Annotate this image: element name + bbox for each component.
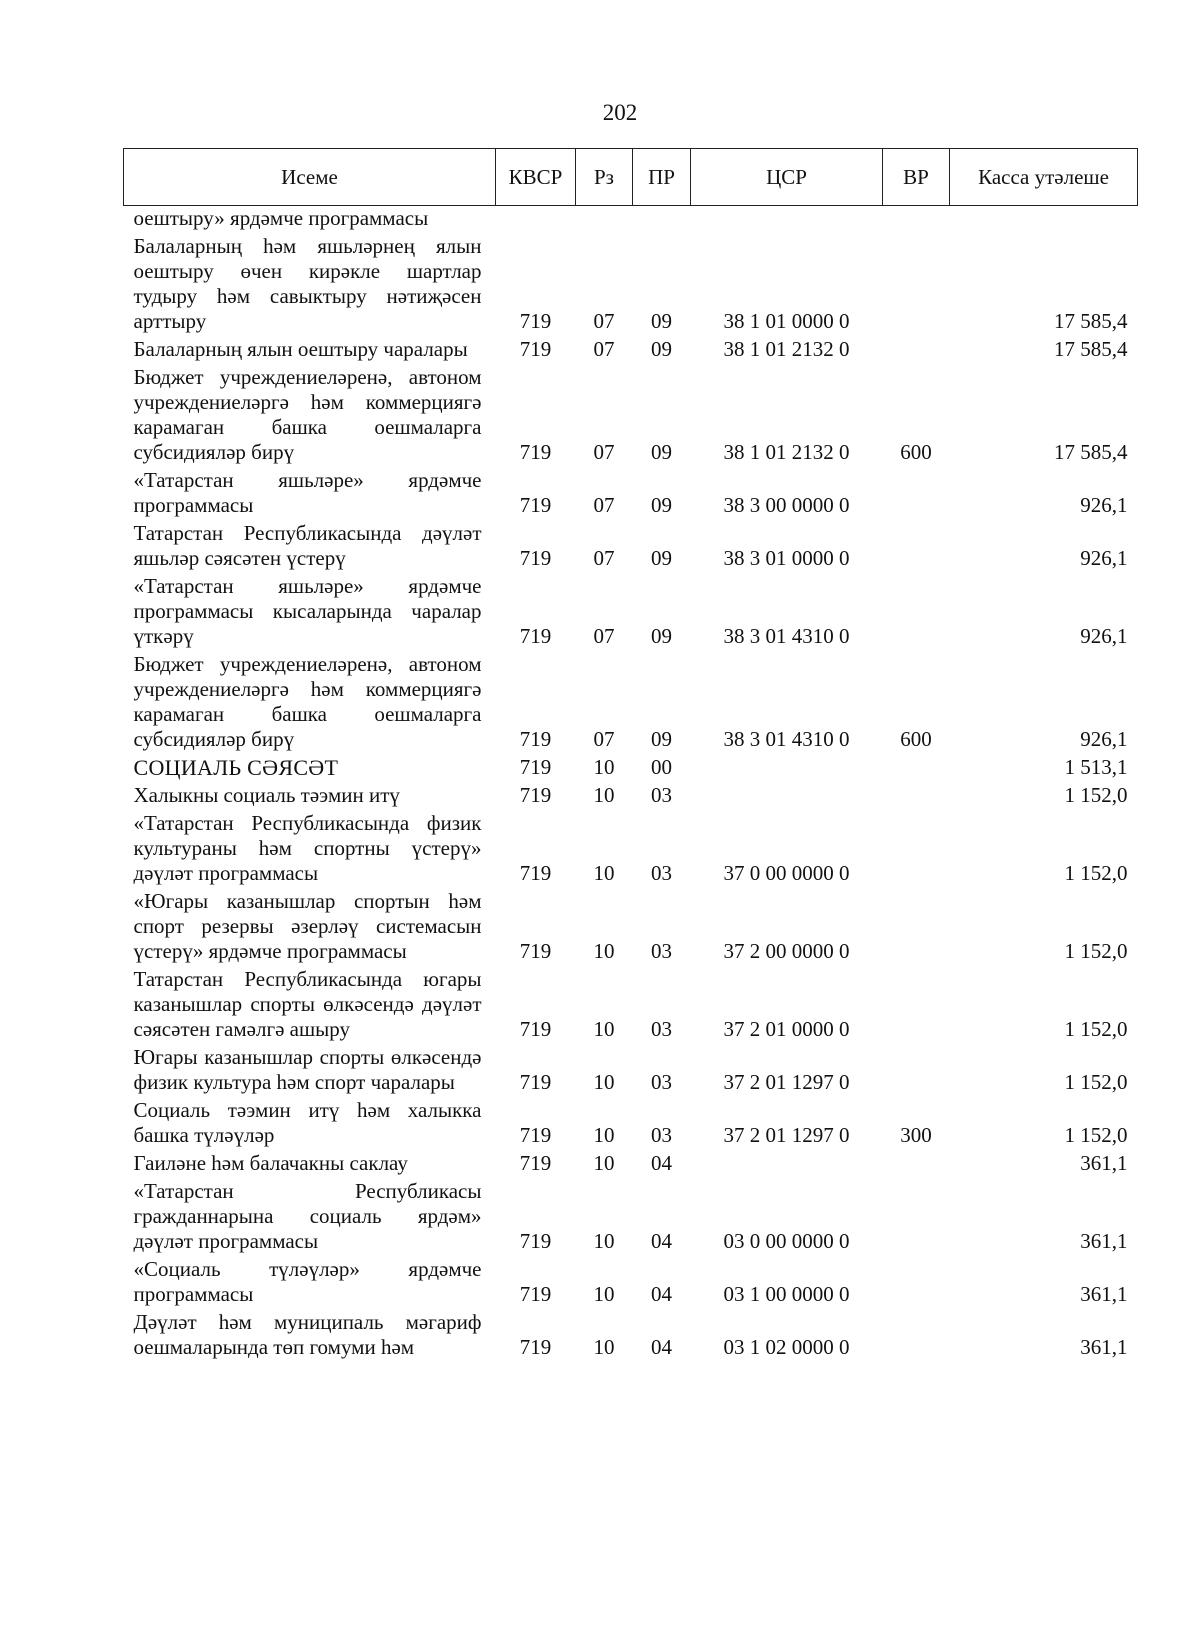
table-row (124, 231, 1138, 334)
row-rz: 10 (593, 1070, 615, 1094)
row-vr (883, 334, 950, 362)
row-rz: 10 (593, 939, 615, 963)
header-vr: ВР (883, 149, 950, 206)
row-vr (883, 780, 950, 808)
row-csr: 38 1 01 2132 0 (723, 440, 850, 464)
row-name: Социаль тәэмин итү һәм халыкка башка түләүләр (133, 1098, 482, 1147)
row-pr: 04 (651, 1335, 672, 1359)
table-row (124, 752, 1138, 780)
row-rz: 10 (593, 1151, 615, 1175)
table-row (124, 334, 1138, 362)
row-vr (883, 1042, 950, 1095)
row-kvsr: 719 (519, 546, 552, 570)
header-csr: ЦСР (691, 149, 883, 206)
row-vr (883, 571, 950, 649)
row-sum: 926,1 (1080, 546, 1128, 570)
table-row (124, 1148, 1138, 1176)
row-sum: 17 585,4 (1054, 309, 1128, 333)
row-rz: 07 (593, 546, 615, 570)
row-vr (883, 231, 950, 334)
row-rz: 10 (593, 755, 615, 779)
row-vr (883, 808, 950, 886)
row-sum: 926,1 (1080, 727, 1128, 751)
row-csr (691, 780, 883, 808)
row-pr: 03 (651, 1017, 672, 1041)
row-rz: 07 (593, 727, 615, 751)
row-name: СОЦИАЛЬ СӘЯСӘТ (133, 755, 339, 780)
row-kvsr: 719 (519, 1282, 552, 1306)
row-csr: 37 2 01 0000 0 (723, 1017, 850, 1041)
row-csr: 38 3 01 0000 0 (723, 546, 850, 570)
row-sum: 1 152,0 (1064, 1070, 1128, 1094)
row-rz: 07 (593, 440, 615, 464)
row-csr (691, 752, 883, 780)
row-name: оештыру» ярдәмче программасы (133, 206, 429, 230)
table-row (124, 1254, 1138, 1307)
row-csr: 03 1 00 0000 0 (723, 1282, 850, 1306)
row-vr: 600 (900, 440, 932, 464)
row-kvsr: 719 (519, 727, 552, 751)
row-sum: 926,1 (1080, 624, 1128, 648)
row-csr (691, 206, 883, 232)
header-rz: Рз (576, 149, 633, 206)
row-rz: 10 (593, 1123, 615, 1147)
row-vr: 600 (900, 727, 932, 751)
row-pr: 09 (651, 624, 672, 648)
row-pr: 03 (651, 939, 672, 963)
row-rz: 07 (593, 337, 615, 361)
row-name: «Татарстан яшьләре» ярдәмче программасы (133, 468, 482, 517)
table-row (124, 362, 1138, 465)
table-row (124, 649, 1138, 752)
row-csr: 37 2 01 1297 0 (723, 1070, 850, 1094)
table-row (124, 886, 1138, 964)
row-sum: 17 585,4 (1054, 337, 1128, 361)
row-vr (883, 518, 950, 571)
row-kvsr: 719 (519, 1151, 552, 1175)
table-body (124, 206, 1138, 1361)
row-rz: 10 (593, 1229, 615, 1253)
row-name: «Татарстан Республикасында физик культураны һәм спортны үстерү» дәүләт программасы (133, 811, 482, 885)
row-kvsr: 719 (519, 493, 552, 517)
header-kvsr: КВСР (496, 149, 576, 206)
row-name: Бюджет учреждениеләренә, автоном учреждениеләргә һәм коммерциягә карамаган башка оешмаларга субсидияләр бирү (133, 652, 482, 751)
row-sum: 361,1 (1080, 1151, 1128, 1175)
row-vr (883, 886, 950, 964)
row-kvsr: 719 (519, 337, 552, 361)
row-sum: 1 152,0 (1064, 783, 1128, 807)
table-row (124, 1042, 1138, 1095)
header-name: Исеме (124, 149, 496, 206)
row-sum: 1 513,1 (1064, 755, 1128, 779)
row-rz: 10 (593, 783, 615, 807)
row-pr (633, 206, 691, 232)
row-kvsr: 719 (519, 1123, 552, 1147)
row-vr (883, 964, 950, 1042)
row-name: Татарстан Республикасында югары казанышлар спорты өлкәсендә дәүләт сәясәтен гамәлгә ашыру (133, 967, 482, 1041)
header-pr: ПР (633, 149, 691, 206)
row-name: Дәүләт һәм муниципаль мәгариф оешмаларында төп гомуми һәм (133, 1310, 482, 1359)
row-name: «Татарстан Республикасы гражданнарына социаль ярдәм» дәүләт программасы (133, 1179, 482, 1253)
row-csr: 38 3 01 4310 0 (723, 624, 850, 648)
row-csr: 37 0 00 0000 0 (723, 861, 850, 885)
row-kvsr: 719 (519, 1229, 552, 1253)
row-csr: 03 1 02 0000 0 (723, 1335, 850, 1359)
table-header (124, 149, 1138, 206)
row-kvsr: 719 (519, 440, 552, 464)
row-rz: 10 (593, 861, 615, 885)
row-csr: 37 2 00 0000 0 (723, 939, 850, 963)
row-rz: 10 (593, 1282, 615, 1306)
page-number: 202 (602, 100, 638, 125)
row-csr: 38 3 00 0000 0 (723, 493, 850, 517)
table-row (124, 206, 1138, 232)
table-row (124, 571, 1138, 649)
row-name: «Татарстан яшьләре» ярдәмче программасы кысаларында чаралар үткәрү (133, 574, 482, 648)
row-pr: 03 (651, 1070, 672, 1094)
row-vr (883, 752, 950, 780)
table-row (124, 1095, 1138, 1148)
row-name: «Югары казанышлар спортын һәм спорт резервы әзерләү системасын үстерү» ярдәмче программасы (133, 889, 482, 963)
row-kvsr: 719 (519, 755, 552, 779)
row-name: Югары казанышлар спорты өлкәсендә физик культура һәм спорт чаралары (133, 1045, 482, 1094)
row-vr (883, 1176, 950, 1254)
row-pr: 09 (651, 546, 672, 570)
row-pr: 03 (651, 1123, 672, 1147)
table-row (124, 1176, 1138, 1254)
row-sum: 1 152,0 (1064, 1123, 1128, 1147)
row-rz: 10 (593, 1017, 615, 1041)
row-kvsr: 719 (519, 624, 552, 648)
row-sum: 361,1 (1080, 1335, 1128, 1359)
table-row (124, 518, 1138, 571)
row-rz (576, 206, 633, 232)
row-kvsr: 719 (519, 1070, 552, 1094)
row-vr (883, 1307, 950, 1360)
row-vr (883, 1254, 950, 1307)
row-sum: 1 152,0 (1064, 939, 1128, 963)
row-kvsr: 719 (519, 783, 552, 807)
row-pr: 09 (651, 309, 672, 333)
table-row (124, 465, 1138, 518)
budget-table (123, 148, 1138, 1360)
row-vr (883, 206, 950, 232)
row-pr: 03 (651, 861, 672, 885)
row-rz: 07 (593, 493, 615, 517)
row-sum: 17 585,4 (1054, 440, 1128, 464)
row-pr: 04 (651, 1282, 672, 1306)
row-name: Гаиләне һәм балачакны саклау (133, 1151, 408, 1175)
row-csr: 03 0 00 0000 0 (723, 1229, 850, 1253)
row-pr: 09 (651, 440, 672, 464)
row-vr (883, 1148, 950, 1176)
table-row (124, 1307, 1138, 1360)
row-sum: 1 152,0 (1064, 861, 1128, 885)
row-name: Татарстан Республикасында дәүләт яшьләр сәясәтен үстерү (133, 521, 482, 570)
row-csr: 38 1 01 0000 0 (723, 309, 850, 333)
row-pr: 00 (651, 755, 672, 779)
row-pr: 04 (651, 1229, 672, 1253)
row-kvsr (496, 206, 576, 232)
table-row (124, 808, 1138, 886)
row-name: Балаларның ялын оештыру чаралары (133, 337, 468, 361)
row-pr: 09 (651, 727, 672, 751)
row-name: Халыкны социаль тәэмин итү (133, 783, 400, 807)
row-name: Балаларның һәм яшьләрнең ялын оештыру өчен кирәкле шартлар тудыру һәм савыктыру нәтиҗәсен арттыру (133, 234, 482, 333)
row-kvsr: 719 (519, 939, 552, 963)
header-sum: Касса утәлеше (950, 149, 1138, 206)
row-kvsr: 719 (519, 1335, 552, 1359)
row-pr: 04 (651, 1151, 672, 1175)
row-sum: 926,1 (1080, 493, 1128, 517)
table-row (124, 780, 1138, 808)
row-kvsr: 719 (519, 1017, 552, 1041)
row-pr: 09 (651, 493, 672, 517)
row-sum (950, 206, 1138, 232)
row-vr (883, 465, 950, 518)
row-sum: 361,1 (1080, 1282, 1128, 1306)
row-name: «Социаль түләүләр» ярдәмче программасы (133, 1257, 482, 1306)
row-pr: 09 (651, 337, 672, 361)
row-csr (691, 1148, 883, 1176)
row-csr: 37 2 01 1297 0 (723, 1123, 850, 1147)
row-rz: 10 (593, 1335, 615, 1359)
row-vr: 300 (900, 1123, 932, 1147)
table-row (124, 964, 1138, 1042)
row-rz: 07 (593, 309, 615, 333)
row-sum: 1 152,0 (1064, 1017, 1128, 1041)
row-name: Бюджет учреждениеләренә, автоном учреждениеләргә һәм коммерциягә карамаган башка оешмаларга субсидияләр бирү (133, 365, 482, 464)
row-kvsr: 719 (519, 861, 552, 885)
row-csr: 38 1 01 2132 0 (723, 337, 850, 361)
row-pr: 03 (651, 783, 672, 807)
row-kvsr: 719 (519, 309, 552, 333)
row-sum: 361,1 (1080, 1229, 1128, 1253)
row-csr: 38 3 01 4310 0 (723, 727, 850, 751)
row-rz: 07 (593, 624, 615, 648)
